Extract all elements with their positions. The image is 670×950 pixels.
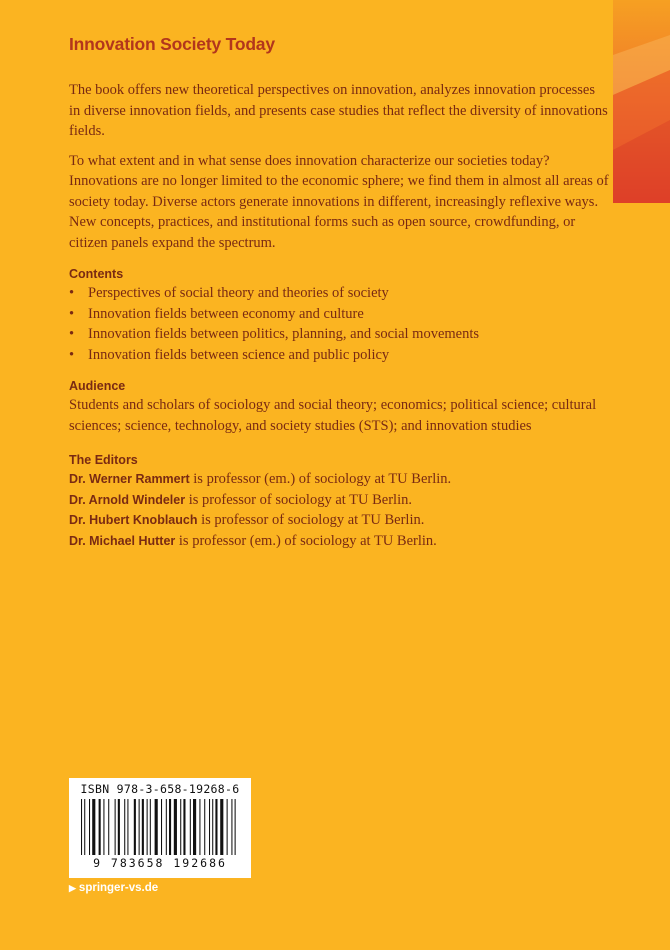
list-item: • Perspectives of social theory and theories of society	[69, 283, 609, 304]
editor-entry: Dr. Werner Rammert is professor (em.) of sociology at TU Berlin.	[69, 471, 452, 487]
editor-name: Dr. Werner Rammert	[69, 472, 190, 486]
isbn-label: ISBN 978-3-658-19268-6	[80, 782, 240, 796]
audience-text: Students and scholars of sociology and social theory; economics; political science; cultural sciences; science, technology, and society studies (STS); and innovation studies	[69, 397, 597, 434]
bullet-icon: •	[69, 285, 75, 301]
description-paragraph-1: The book offers new theoretical perspectives on innovation, analyzes innovation processes in diverse innovation fields, and presents case studies that reflect the diversity of innovations fields.	[69, 82, 608, 139]
editor-name: Dr. Arnold Windeler	[69, 492, 186, 507]
editor-name: Dr. Hubert Knoblauch	[69, 513, 198, 527]
editor-entry: Dr. Arnold Windeler is professor of sociology at TU Berlin.	[69, 491, 412, 508]
bullet-icon: •	[69, 326, 75, 342]
contents-heading: Contents	[69, 267, 124, 281]
editor-name: Dr. Michael Hutter	[69, 533, 176, 548]
corner-decoration	[613, 0, 670, 203]
isbn-barcode	[69, 778, 251, 878]
book-title: Innovation Society Today	[69, 34, 275, 54]
publisher-link[interactable]	[69, 882, 158, 894]
arrow-right-icon: ▶	[69, 882, 76, 893]
publisher-url: springer-vs.de	[78, 882, 159, 894]
contents-list	[69, 283, 609, 365]
list-item: • Innovation fields between economy and culture	[69, 304, 609, 325]
list-item: • Innovation fields between science and public policy	[69, 345, 609, 366]
list-item: • Innovation fields between politics, planning, and social movements	[69, 324, 609, 345]
barcode-digits: 9 783658 192686	[93, 856, 227, 870]
bullet-icon: •	[69, 305, 75, 322]
bullet-icon: •	[69, 346, 75, 363]
editor-entry: Dr. Hubert Knoblauch is professor of sociology at TU Berlin.	[69, 512, 425, 528]
back-cover-text	[69, 34, 609, 551]
description-paragraph-2: To what extent and in what sense does innovation characterize our societies today? Innovations are no longer limited to the economic sphere; we find them in almost all areas of society today. Diverse actors generate innovations in different, increasingly reflexive ways. New concepts, practices, and institutional forms such as open source, crowdfunding, or citizen panels expand the spectrum.	[69, 152, 609, 251]
editors-heading: The Editors	[69, 453, 138, 467]
audience-heading: Audience	[69, 379, 126, 393]
barcode-bars	[81, 799, 239, 855]
editor-entry: Dr. Michael Hutter is professor (em.) of sociology at TU Berlin.	[69, 532, 437, 549]
